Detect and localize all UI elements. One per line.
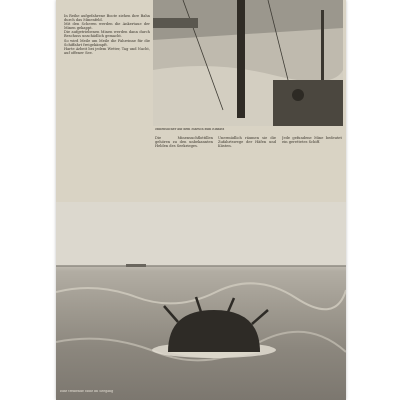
left-paragraph: Mit den Scheren werden die Ankertaue der Minen gekappt. <box>64 22 150 31</box>
top-photo-caption: Minensucher auf dem Marsch zum Einsatz <box>155 128 225 131</box>
left-paragraph: So wird Meile um Meile die Fahrrinne für die Schiffahrt freigekämpft. <box>64 38 150 47</box>
left-text-column <box>64 14 150 164</box>
body-paragraph: Unermüdlich räumen sie die Zufahrtswege der Häfen und Küsten. <box>218 136 276 149</box>
body-paragraph: Die Minensuchflottillen gehören zu den unbekannten Helden des Seekrieges. <box>155 136 213 149</box>
left-paragraph: Harte Arbeit bei jedem Wetter, Tag und Nacht, auf offener See. <box>64 46 150 55</box>
left-paragraph: Die aufgetriebenen Minen werden dann durch Beschuss unschädlich gemacht. <box>64 30 150 39</box>
body-column-1 <box>155 136 213 196</box>
body-column-3 <box>282 136 342 196</box>
body-paragraph: Jede gefundene Mine bedeutet ein gerettetes Schiff. <box>282 136 342 145</box>
magazine-page <box>56 0 346 400</box>
photo-floating-mine <box>56 202 346 400</box>
photo-ship-deck <box>153 0 343 126</box>
left-paragraph: In Reihe aufgefahrene Boote ziehen ihre Bahn durch das Minenfeld. <box>64 14 150 23</box>
bottom-photo-caption: Eine treibende Mine im Seegang <box>60 390 114 393</box>
body-column-2 <box>218 136 276 196</box>
